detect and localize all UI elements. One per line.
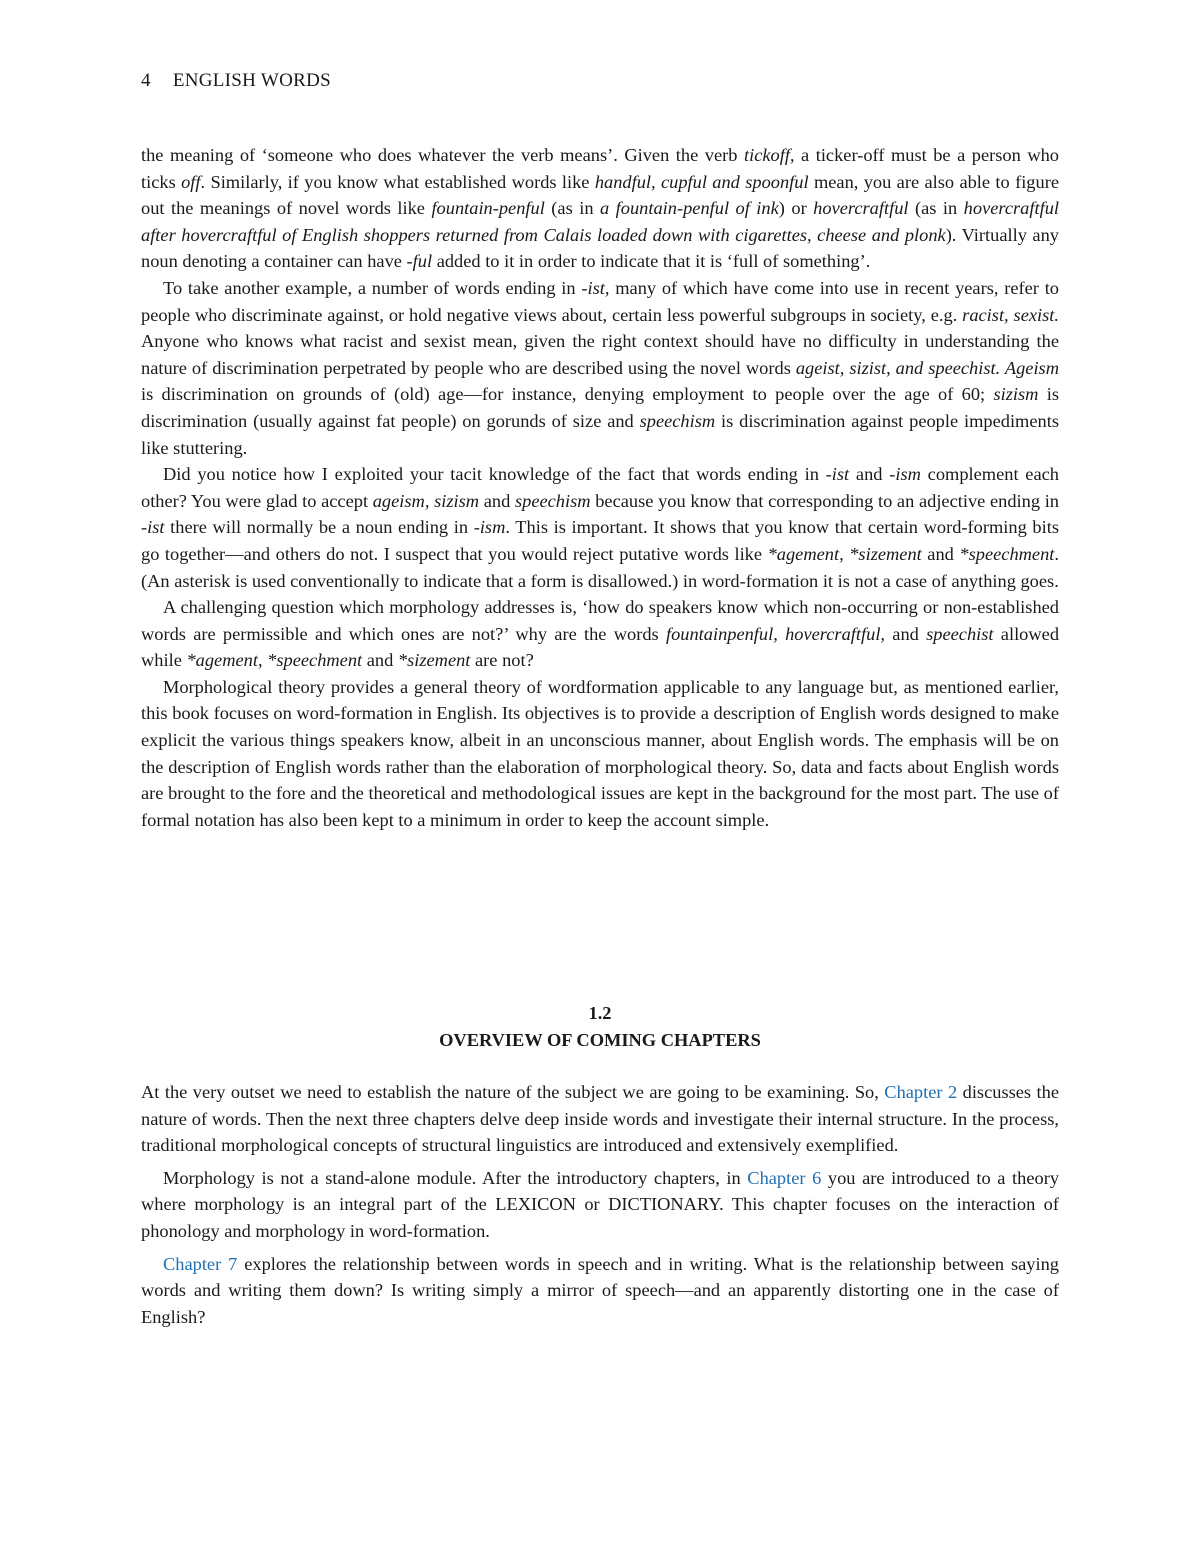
body-text bbox=[141, 142, 1059, 833]
paragraph-1: the meaning of ‘someone who does whatever the verb means’. Given the verb tickoff, a ticker-off must be a person who ticks off. Similarly, if you know what established words like handful, cupful and spoonful mean, you are also able to figure out the meanings of novel words like fountain-penful (as in a fountain-penful of ink) or hovercraftful (as in hovercraftful after hovercraftful of English shoppers returned from Calais loaded down with cigarettes, cheese and plonk). Virtually any noun denoting a container can have -ful added to it in order to indicate that it is ‘full of something’. bbox=[141, 145, 1060, 272]
section-heading bbox=[141, 1000, 1059, 1054]
running-header bbox=[141, 70, 331, 92]
chapter-7-link[interactable]: Chapter 7 bbox=[163, 1253, 238, 1274]
overview-text bbox=[141, 1079, 1059, 1330]
paragraph-4: A challenging question which morphology addresses is, ‘how do speakers know which non-occurring or non-established words are permissible and which ones are not?’ why are the words fountainpenful, hovercraftful, and speechist allowed while *agement, *speechment and *sizement are not? bbox=[141, 597, 1060, 671]
paragraph-2: To take another example, a number of words ending in -ist, many of which have come into use in recent years, refer to people who discriminate against, or hold negative views about, certain less powerful subgroups in society, e.g. racist, sexist. Anyone who knows what racist and sexist mean, given the right context should have no difficulty in understanding the nature of discrimination perpetrated by people who are described using the novel words ageist, sizist, and speechist. Ageism is discrimination on grounds of (old) age—for instance, denying employment to people over the age of 60; sizism is discrimination (usually against fat people) on gorunds of size and speechism is discrimination against people impediments like stuttering. bbox=[141, 277, 1059, 458]
running-title: ENGLISH WORDS bbox=[172, 70, 332, 91]
overview-paragraph-2: Morphology is not a stand-alone module. After the introductory chapters, in Chapter 6 you are introduced to a theory where morphology is an integral part of the LEXICON or DICTIONARY. This chapter focuses on the interaction of phonology and morphology in word-formation. bbox=[141, 1167, 1060, 1241]
chapter-2-link[interactable]: Chapter 2 bbox=[884, 1082, 958, 1102]
overview-paragraph-1: At the very outset we need to establish the nature of the subject we are going to be examining. So, Chapter 2 discusses the nature of words. Then the next three chapters delve deep inside words and investigate their internal structure. In the process, traditional morphological concepts of structural linguistics are introduced and extensively exemplified. bbox=[141, 1082, 1059, 1156]
paragraph-5: Morphological theory provides a general theory of wordformation applicable to any language but, as mentioned earlier, this book focuses on word-formation in English. Its objectives is to provide a description of English words designed to make explicit the various things speakers know, albeit in an unconscious manner, about English words. The emphasis will be on the description of English words rather than the elaboration of morphological theory. So, data and facts about English words are brought to the fore and the theoretical and methodological issues are kept in the background for the most part. The use of formal notation has also been kept to a minimum in order to keep the account simple. bbox=[141, 676, 1059, 830]
section-number: 1.2 bbox=[588, 1003, 612, 1023]
paragraph-3: Did you notice how I exploited your tacit knowledge of the fact that words ending in -ist and -ism complement each other? You were glad to accept ageism, sizism and speechism because you know that corresponding to an adjective ending in -ist there will normally be a noun ending in -ism. This is important. It shows that you know that certain word-forming bits go together—and others do not. I suspect that you would reject putative words like *agement, *sizement and *speechment. (An asterisk is used conventionally to indicate that a form is disallowed.) in word-formation it is not a case of anything goes. bbox=[141, 464, 1060, 591]
section-title: OVERVIEW OF COMING CHAPTERS bbox=[439, 1030, 761, 1050]
chapter-6-link[interactable]: Chapter 6 bbox=[747, 1167, 822, 1188]
overview-paragraph-3: Chapter 7 explores the relationship between words in speech and in writing. What is the relationship between saying words and writing them down? Is writing simply a mirror of speech—and an apparently distorting one in the case of English? bbox=[141, 1253, 1059, 1327]
page-number: 4 bbox=[141, 70, 151, 91]
